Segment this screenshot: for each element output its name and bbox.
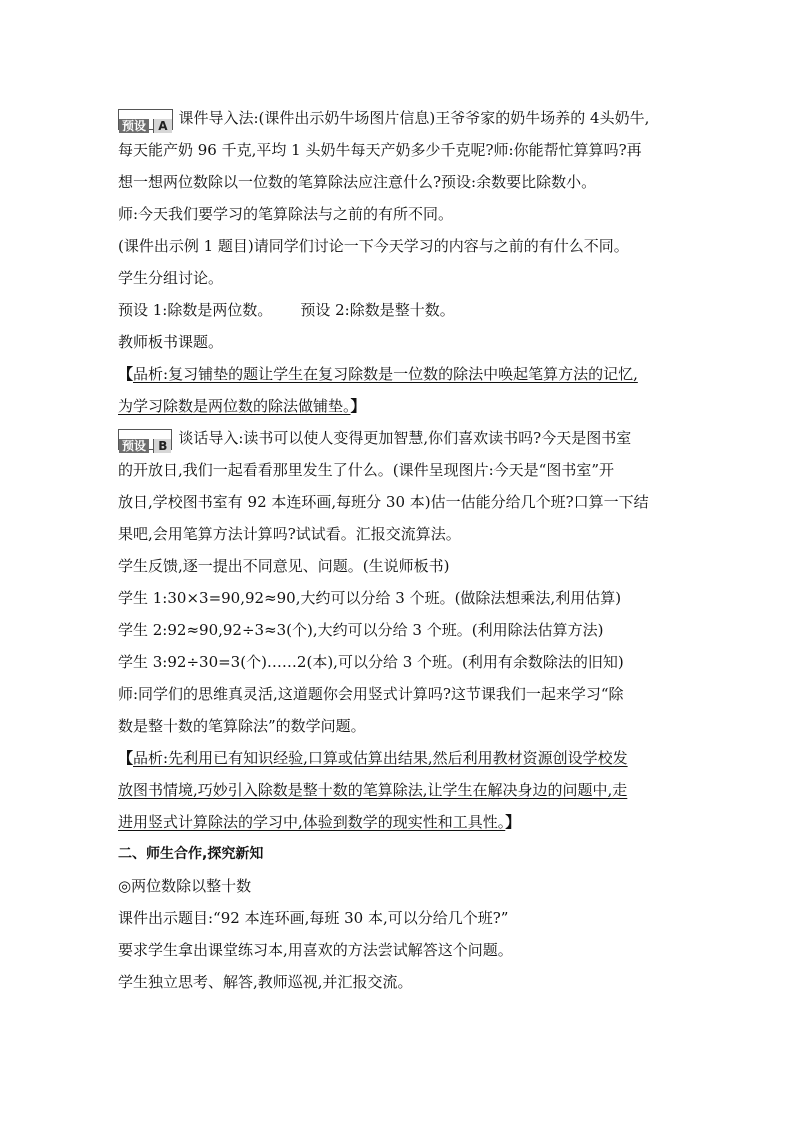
- preset-b-analysis-line-2: 放图书情境,巧妙引入除数是整十数的笔算除法,让学生在解决身边的问题中,走: [118, 781, 628, 799]
- preset-b-line-1: [118, 422, 686, 454]
- preset-a-badge-letter: A: [153, 119, 171, 133]
- preset-a-line-5: (课件出示例 1 题目)请同学们讨论一下今天学习的内容与之前的有什么不同。: [118, 237, 629, 255]
- preset-a-board: 教师板书课题。: [118, 333, 224, 351]
- preset-a-line-6: 学生分组讨论。: [118, 269, 224, 287]
- preset-b-badge-label: 预设: [119, 439, 149, 453]
- preset-a-line-4: 师:今天我们要学习的笔算除法与之前的有所不同。: [118, 205, 454, 223]
- preset-a-analysis: [118, 358, 686, 422]
- preset-a-text: 课件导入法:(课件出示奶牛场图片信息)王爷爷家的奶牛场养的 4头奶牛,: [178, 109, 650, 127]
- preset-b-line-7: 学生 2:92≈90,92÷3≈3(个),大约可以分给 3 个班。(利用除法估算方法): [118, 621, 604, 639]
- preset-b-line-8: 学生 3:92÷30=3(个)……2(本),可以分给 3 个班。(利用有余数除法的旧知): [118, 653, 624, 671]
- preset-b-line-3: 放日,学校图书室有 92 本连环画,每班分 30 本)估一估能分给几个班?口算一下结: [118, 493, 649, 511]
- preset-1: 预设 1:除数是两位数。: [118, 301, 273, 319]
- preset-2: 预设 2:除数是整十数。: [300, 301, 455, 319]
- preset-b-text: 谈话导入:读书可以使人变得更加智慧,你们喜欢读书吗?今天是图书室: [178, 429, 632, 447]
- preset-a-badge: [118, 109, 173, 133]
- preset-b-line-4: 果吧,会用笔算方法计算吗?试试看。汇报交流算法。: [118, 525, 461, 543]
- preset-a-presets: [118, 294, 686, 326]
- document-page: [118, 102, 686, 998]
- preset-b-line-10: 数是整十数的笔算除法”的数学问题。: [118, 717, 366, 735]
- preset-a-line-1: [118, 102, 686, 134]
- preset-a-line-3: 想一想两位数除以一位数的笔算除法应注意什么?预设:余数要比除数小。: [118, 173, 597, 191]
- preset-b-line-6: 学生 1:30×3=90,92≈90,大约可以分给 3 个班。(做除法想乘法,利用估算): [118, 589, 622, 607]
- section-heading: 二、师生合作,探究新知: [118, 846, 264, 862]
- analysis-close-bracket: 】: [505, 813, 521, 831]
- analysis-open-bracket: 【: [118, 365, 134, 383]
- preset-b-analysis-line-1: 品析:先利用已有知识经验,口算或估算出结果,然后利用教材资源创设学校发: [133, 749, 628, 767]
- preset-a-analysis-line-1: 品析:复习铺垫的题让学生在复习除数是一位数的除法中唤起笔算方法的记忆,: [133, 365, 638, 383]
- section-line-2: 要求学生拿出课堂练习本,用喜欢的方法尝试解答这个问题。: [118, 941, 513, 959]
- preset-b-line-5: 学生反馈,逐一提出不同意见、问题。(生说师板书): [118, 557, 450, 575]
- preset-b-line-2: 的开放日,我们一起看看那里发生了什么。(课件呈现图片:今天是“图书室”开: [118, 461, 615, 479]
- section-line-3: 学生独立思考、解答,教师巡视,并汇报交流。: [118, 973, 413, 991]
- preset-b-badge-letter: B: [153, 439, 171, 453]
- analysis-close-bracket: 】: [350, 397, 366, 415]
- preset-b-analysis: [118, 742, 686, 838]
- section-subheading: ◎两位数除以整十数: [118, 877, 252, 895]
- preset-b-analysis-line-3: 进用竖式计算除法的学习中,体验到数学的现实性和工具性。: [118, 813, 506, 831]
- preset-a-badge-label: 预设: [119, 119, 149, 133]
- section-line-1: 课件出示题目:“92 本连环画,每班 30 本,可以分给几个班?”: [118, 909, 509, 927]
- preset-b-line-9: 师:同学们的思维真灵活,这道题你会用竖式计算吗?这节课我们一起来学习“除: [118, 685, 624, 703]
- preset-a-analysis-line-2: 为学习除数是两位数的除法做铺垫。: [118, 397, 351, 415]
- preset-a-line-2: 每天能产奶 96 千克,平均 1 头奶牛每天产奶多少千克呢?师:你能帮忙算算吗?再: [118, 141, 642, 159]
- preset-b-badge: [118, 429, 172, 453]
- analysis-open-bracket: 【: [118, 749, 134, 767]
